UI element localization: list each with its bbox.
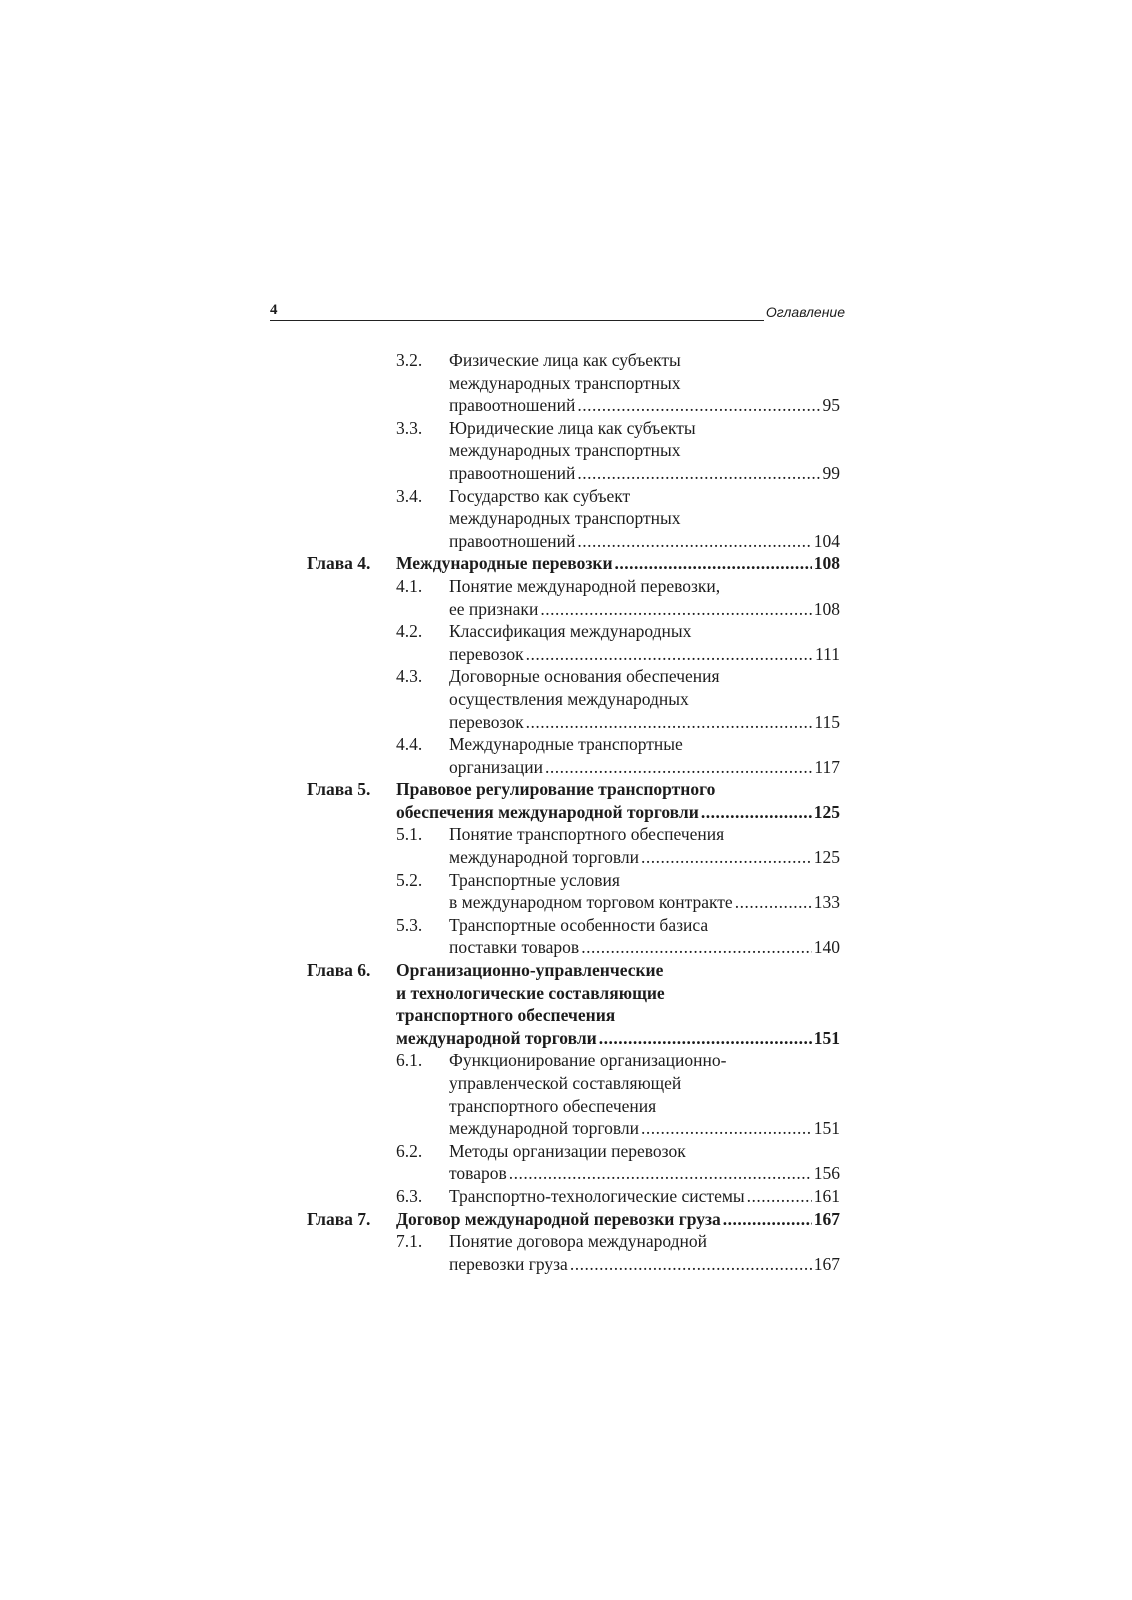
page-ref: 111 bbox=[815, 643, 840, 664]
page-ref: 151 bbox=[813, 1027, 840, 1048]
section-title: Классификация международных bbox=[449, 621, 692, 642]
page-ref: 95 bbox=[822, 395, 840, 416]
page-ref: 125 bbox=[813, 801, 840, 822]
chapter-label: Глава 7. bbox=[307, 1208, 371, 1229]
toc-chapter-line bbox=[307, 778, 840, 801]
dot-leader bbox=[577, 394, 820, 417]
section-number: 6.3. bbox=[396, 1185, 423, 1206]
section-number: 7.1. bbox=[396, 1231, 423, 1252]
toc-chapter-line bbox=[307, 982, 840, 1005]
dot-leader bbox=[526, 643, 813, 666]
toc-chapter-line bbox=[307, 1208, 840, 1231]
page-ref: 151 bbox=[813, 1118, 840, 1139]
page-ref: 133 bbox=[813, 892, 840, 913]
section-title: перевозки груза bbox=[449, 1253, 568, 1274]
page-ref: 104 bbox=[813, 530, 840, 551]
section-title: Физические лица как субъекты bbox=[449, 350, 681, 370]
section-title: товаров bbox=[449, 1163, 507, 1184]
toc-section-line bbox=[307, 846, 840, 869]
toc-section-line bbox=[307, 756, 840, 779]
section-title: Транспортные условия bbox=[449, 869, 620, 890]
toc-chapter-line bbox=[307, 552, 840, 575]
section-title: международной торговли bbox=[449, 847, 640, 868]
chapter-title: транспортного обеспечения bbox=[396, 1005, 616, 1026]
page-ref: 108 bbox=[813, 598, 840, 619]
dot-leader bbox=[545, 756, 812, 779]
toc-section-line bbox=[307, 688, 840, 711]
toc-section-line bbox=[307, 349, 840, 372]
dot-leader bbox=[747, 1185, 812, 1208]
section-title: международных транспортных bbox=[449, 440, 681, 461]
page-ref: 115 bbox=[814, 711, 840, 732]
section-title: управленческой составляющей bbox=[449, 1073, 682, 1093]
dot-leader bbox=[509, 1162, 812, 1185]
section-number: 5.2. bbox=[396, 869, 423, 890]
toc-section-line bbox=[307, 823, 840, 846]
section-title: Функционирование организационно- bbox=[449, 1050, 727, 1071]
header-title: Оглавление bbox=[765, 304, 845, 320]
chapter-title: Договор международной перевозки груза bbox=[396, 1208, 721, 1229]
section-title: поставки товаров bbox=[449, 937, 580, 958]
toc-section-line bbox=[307, 869, 840, 892]
section-title: Понятие транспортного обеспечения bbox=[449, 824, 725, 845]
dot-leader bbox=[615, 552, 812, 575]
section-title: Юридические лица как субъекты bbox=[449, 417, 696, 438]
dot-leader bbox=[570, 1253, 812, 1276]
page-ref: 156 bbox=[813, 1163, 840, 1184]
chapter-title: международной торговли bbox=[396, 1027, 597, 1048]
dot-leader bbox=[526, 711, 813, 734]
section-number: 5.1. bbox=[396, 824, 423, 845]
toc-section-line bbox=[307, 1140, 840, 1163]
toc-section-line bbox=[307, 1185, 840, 1208]
dot-leader bbox=[577, 462, 820, 485]
page-ref: 99 bbox=[822, 462, 840, 483]
toc-section-line bbox=[307, 417, 840, 440]
toc-section-line bbox=[307, 1117, 840, 1140]
section-title: правоотношений bbox=[449, 395, 576, 416]
section-title: международных транспортных bbox=[449, 508, 681, 529]
section-number: 4.2. bbox=[396, 621, 423, 642]
dot-leader bbox=[581, 936, 812, 959]
section-title: Транспортно-технологические системы bbox=[449, 1185, 745, 1206]
section-title: транспортного обеспечения bbox=[449, 1095, 657, 1116]
section-title: осуществления международных bbox=[449, 688, 689, 709]
section-title: Договорные основания обеспечения bbox=[449, 666, 720, 687]
page-number: 4 bbox=[270, 302, 278, 318]
section-title: в международном торговом контракте bbox=[449, 892, 733, 913]
toc-section-line bbox=[307, 891, 840, 914]
toc-section-line bbox=[307, 914, 840, 937]
toc-section-line bbox=[307, 507, 840, 530]
page-ref: 161 bbox=[813, 1185, 840, 1206]
toc-section-line bbox=[307, 1072, 840, 1095]
toc-section-line bbox=[307, 575, 840, 598]
toc-section-line bbox=[307, 485, 840, 508]
toc-section-line bbox=[307, 1095, 840, 1118]
section-number: 3.3. bbox=[396, 417, 423, 438]
section-title: правоотношений bbox=[449, 530, 576, 551]
chapter-title: обеспечения международной торговли bbox=[396, 801, 699, 822]
section-title: Международные транспортные bbox=[449, 734, 683, 755]
section-title: ее признаки bbox=[449, 598, 539, 619]
toc-section-line bbox=[307, 1162, 840, 1185]
toc-section-line bbox=[307, 439, 840, 462]
toc-section-line bbox=[307, 530, 840, 553]
chapter-title: и технологические составляющие bbox=[396, 982, 665, 1003]
dot-leader bbox=[577, 530, 811, 553]
toc-chapter-line bbox=[307, 1004, 840, 1027]
toc-chapter-line bbox=[307, 801, 840, 824]
section-title: Понятие международной перевозки, bbox=[449, 575, 721, 596]
section-title: Транспортные особенности базиса bbox=[449, 914, 709, 935]
running-header bbox=[270, 302, 845, 324]
toc-chapter-line bbox=[307, 1027, 840, 1050]
toc-section-line bbox=[307, 733, 840, 756]
chapter-title: Правовое регулирование транспортного bbox=[396, 779, 716, 800]
section-title: правоотношений bbox=[449, 462, 576, 483]
page-ref: 167 bbox=[813, 1208, 840, 1229]
section-title: перевозок bbox=[449, 643, 524, 664]
chapter-title: Организационно-управленческие bbox=[396, 960, 664, 981]
page-ref: 108 bbox=[813, 553, 840, 574]
header-rule bbox=[270, 320, 764, 321]
section-number: 3.4. bbox=[396, 485, 423, 506]
toc-section-line bbox=[307, 394, 840, 417]
page-ref: 125 bbox=[813, 847, 840, 868]
chapter-label: Глава 6. bbox=[307, 960, 371, 981]
page-ref: 167 bbox=[813, 1253, 840, 1274]
section-title: Понятие договора международной bbox=[449, 1231, 707, 1252]
toc-section-line bbox=[307, 936, 840, 959]
chapter-label: Глава 5. bbox=[307, 779, 371, 800]
page-ref: 117 bbox=[814, 756, 840, 777]
section-number: 4.4. bbox=[396, 734, 423, 755]
toc-section-line bbox=[307, 1049, 840, 1072]
dot-leader bbox=[723, 1208, 812, 1231]
section-number: 6.1. bbox=[396, 1050, 423, 1071]
section-number: 4.3. bbox=[396, 666, 423, 687]
toc-section-line bbox=[307, 1253, 840, 1276]
section-title: международной торговли bbox=[449, 1118, 640, 1139]
section-title: перевозок bbox=[449, 711, 524, 732]
toc-section-line bbox=[307, 598, 840, 621]
toc-section-line bbox=[307, 711, 840, 734]
dot-leader bbox=[735, 891, 812, 914]
toc-section-line bbox=[307, 462, 840, 485]
chapter-title: Международные перевозки bbox=[396, 553, 613, 574]
table-of-contents bbox=[307, 349, 840, 1275]
toc-section-line bbox=[307, 665, 840, 688]
dot-leader bbox=[641, 846, 812, 869]
section-number: 4.1. bbox=[396, 575, 423, 596]
dot-leader bbox=[701, 801, 812, 824]
section-number: 6.2. bbox=[396, 1140, 423, 1161]
toc-section-line bbox=[307, 1230, 840, 1253]
toc-section-line bbox=[307, 643, 840, 666]
section-title: Методы организации перевозок bbox=[449, 1140, 686, 1161]
section-title: международных транспортных bbox=[449, 372, 681, 393]
section-title: организации bbox=[449, 756, 543, 777]
section-number: 5.3. bbox=[396, 914, 423, 935]
dot-leader bbox=[540, 598, 811, 621]
toc-section-line bbox=[307, 620, 840, 643]
section-title: Государство как субъект bbox=[449, 485, 631, 506]
chapter-label: Глава 4. bbox=[307, 553, 371, 574]
section-number: 3.2. bbox=[396, 350, 423, 370]
dot-leader bbox=[641, 1117, 812, 1140]
dot-leader bbox=[599, 1027, 812, 1050]
page-ref: 140 bbox=[813, 937, 840, 958]
toc-chapter-line bbox=[307, 959, 840, 982]
toc-section-line bbox=[307, 372, 840, 395]
